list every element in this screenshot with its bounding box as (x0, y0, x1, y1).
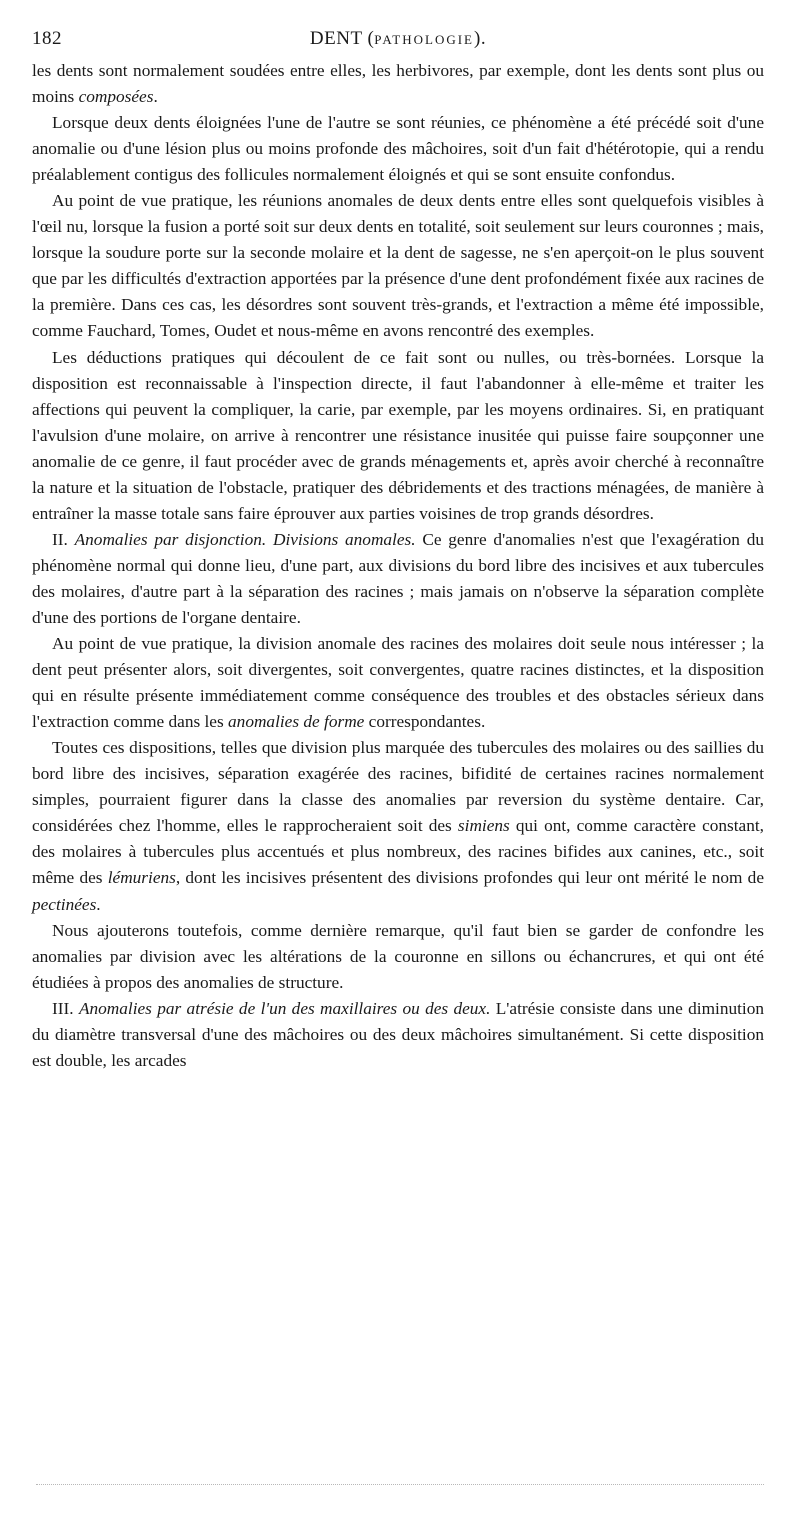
paragraph-4-text: Les déductions pratiques qui découlent de ce fait sont ou nulles, ou très-bornées. Lorsque la disposition est reconnaissable à l'inspection directe, il faut l'abandonner à elle-même et traiter les affections qui peuvent la compliquer, la carie, par exemple, par les moyens ordinaires. Si, en pratiquant l'avulsion d'une molaire, on arrive à rencontrer une résistance inusitée qui puisse faire soupçonner une anomalie de ce genre, il faut procéder avec de grands ménagements et, après avoir cherché à reconnaître la nature et la situation de l'obstacle, pratiquer des débridements et des tractions ménagées, de manière à entraîner la masse totale sans faire éprouver aux parties voisines de trop grands désordres. (32, 347, 764, 523)
paragraph-6-emphasis: anomalies de forme (228, 712, 365, 732)
paragraph-7-text-b: qui ont, comme caractère constant, des molaires à tubercules plus accentués et plus nombreux, des racines bifides aux canines, etc., soit même des (32, 816, 764, 888)
paragraph-1 (32, 58, 764, 110)
bottom-dotted-rule (36, 1484, 764, 1485)
paragraph-3-text: Au point de vue pratique, les réunions anomales de deux dents entre elles sont quelquefois visibles à l'œil nu, lorsque la fusion a porté soit sur deux dents en totalité, soit seulement sur leurs couronnes ; mais, lorsque la soudure porte sur la seconde molaire et la dent de sagesse, ne s'en aperçoit-on le plus souvent que par les difficultés d'extraction apportées par la présence d'une dent profondément fixée aux racines de la première. Dans ces cas, les désordres sont souvent très-grands, et l'extraction a même été impossible, comme Fauchard, Tomes, Oudet et nous-même en avons rencontré des exemples. (32, 191, 764, 341)
paragraph-5-text: Ce genre d'anomalies n'est que l'exagération du phénomène normal qui donne lieu, d'une part, aux divisions du bord libre des incisives et aux tubercules des molaires, d'autre part à la séparation des racines ; mais jamais on n'observe la séparation complète d'une des portions de l'organe dentaire. (32, 529, 764, 627)
section-number-iii: III. (52, 998, 74, 1018)
paragraph-9-section-iii (32, 996, 764, 1074)
paragraph-7-emphasis-pectinees: pectinées (32, 894, 97, 914)
paragraph-1-emphasis: composées (78, 87, 154, 107)
paragraph-2-text: Lorsque deux dents éloignées l'une de l'autre se sont réunies, ce phénomène a été précédé soit d'une anomalie ou d'une lésion plus ou moins profonde des mâchoires, soit d'un fait d'hétérotopie, qui a rendu préalablement contigus des follicules normalement éloignés et qui se sont ensuite confondus. (32, 113, 764, 185)
paragraph-7-text-a: Toutes ces dispositions, telles que division plus marquée des tubercules des molaires ou des saillies du bord libre des incisives, séparation exagérée des racines, bifidité de certaines racines normalement simples, pourraient figurer dans la classe des anomalies par reversion du système dentaire. Car, considérées chez l'homme, elles le rapprocheraient soit des (32, 738, 764, 836)
paragraph-7-text-c: , dont les incisives présentent des divisions profondes qui leur ont mérité le nom de (175, 868, 764, 888)
paragraph-8-text: Nous ajouterons toutefois, comme dernière remarque, qu'il faut bien se garder de confondre les anomalies par division avec les altérations de la couronne en sillons ou échancrures, et qui ont été étudiées à propos des anomalies de structure. (32, 920, 764, 992)
paragraph-1-text: les dents sont normalement soudées entre elles, les herbivores, par exemple, dont les dents sont plus ou moins (32, 61, 764, 107)
paragraph-6-text: Au point de vue pratique, la division anomale des racines des molaires doit seule nous intéresser ; la dent peut présenter alors, soit divergentes, soit convergentes, quatre racines distinctes, et la disposition qui en résulte présente immédiatement comme conséquence des troubles et des obstacles sérieux dans l'extraction comme dans les (32, 634, 764, 732)
section-ii-heading: Anomalies par disjonction. Divisions anomales. (74, 529, 416, 549)
paragraph-7-emphasis-simiens: simiens (457, 816, 510, 836)
paragraph-7-text-d: . (96, 894, 101, 914)
paragraph-6-text-end: correspondantes. (364, 712, 486, 732)
section-iii-heading: Anomalies par atrésie de l'un des maxillaires ou des deux. (78, 998, 491, 1018)
paragraph-1-text-end: . (153, 87, 158, 107)
section-number-ii: II. (52, 529, 68, 549)
paragraph-7-emphasis-lemuriens: lémuriens (107, 868, 176, 888)
paragraph-6 (32, 631, 764, 735)
paragraph-5-section-ii (32, 527, 764, 631)
paragraph-8 (32, 918, 764, 996)
body-text (32, 58, 764, 1074)
document-page (32, 28, 764, 1074)
running-title-main: DENT (309, 28, 363, 49)
paragraph-7 (32, 735, 764, 917)
paragraph-4 (32, 345, 764, 527)
page-header (32, 28, 764, 58)
paragraph-3 (32, 188, 764, 344)
running-title: DENT (PATHOLOGIE). (309, 28, 487, 49)
paragraph-2 (32, 110, 764, 188)
paragraph-9-text: L'atrésie consiste dans une diminution du diamètre transversal d'une des mâchoires ou des deux mâchoires simultanément. Si cette disposition est double, les arcades (32, 998, 764, 1070)
page-number: 182 (32, 28, 62, 49)
running-title-sub: PATHOLOGIE (374, 32, 474, 47)
